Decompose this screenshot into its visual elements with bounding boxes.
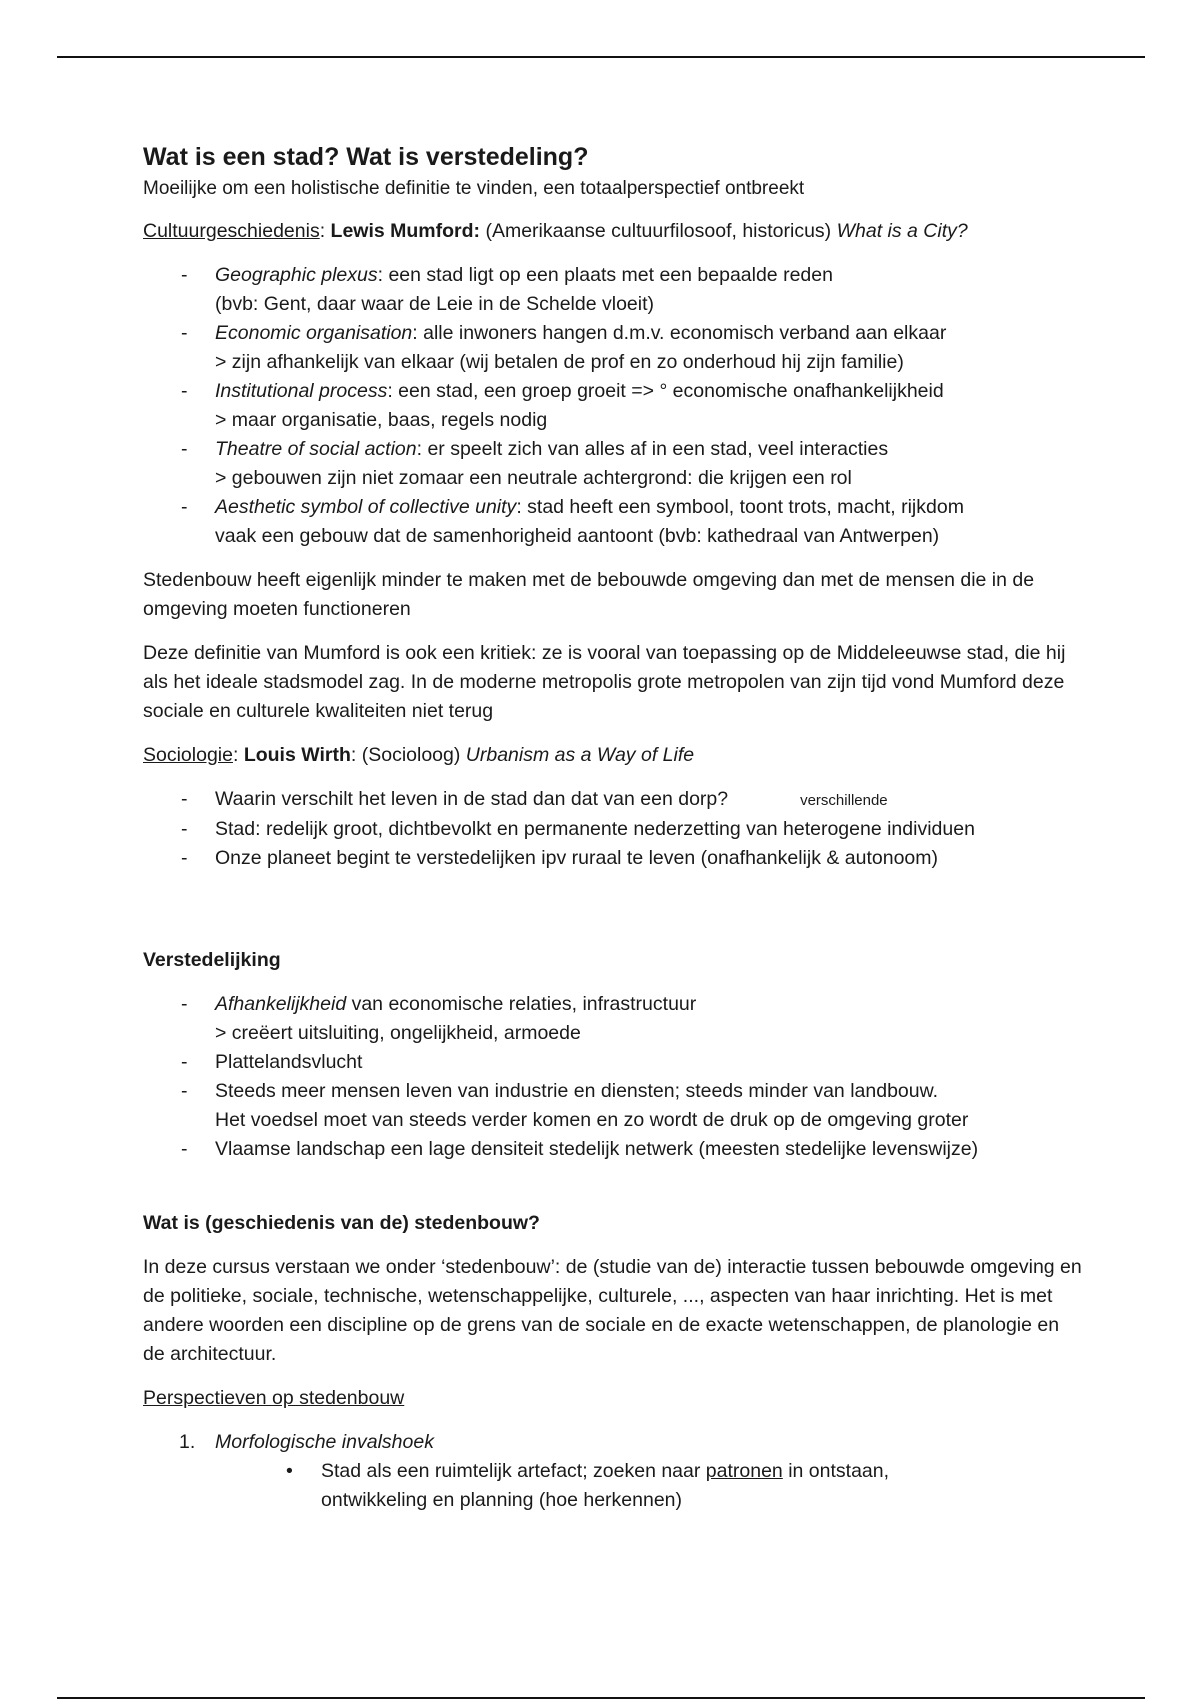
item-text: Onze planeet begint te verstedelijken ipv ruraal te leven (onafhankelijk & autonoom) (215, 847, 939, 869)
item-continuation: > zijn afhankelijk van elkaar (wij betalen de prof en zo onderhoud hij zijn familie) (215, 351, 904, 373)
list-item (143, 785, 1083, 815)
item-text: Waarin verschilt het leven in de stad dan dat van een dorp? (215, 788, 729, 810)
mumford-field: Cultuurgeschiedenis (143, 220, 320, 242)
item-text: : stad heeft een symbool, toont trots, macht, rijkdom (516, 496, 964, 518)
wirth-work: Urbanism as a Way of Life (465, 744, 695, 766)
numbered-item (143, 1428, 1083, 1457)
bullet-item (143, 1457, 1083, 1515)
list-item (143, 844, 1083, 873)
item-term: Aesthetic symbol of collective unity (215, 496, 517, 518)
item-text: : er speelt zich van alles af in een stad, veel interacties (416, 438, 889, 460)
item-continuation: > creëert uitsluiting, ongelijkheid, armoede (215, 1022, 581, 1044)
list-item (143, 815, 1083, 844)
dash-marker: - (181, 847, 188, 869)
dash-marker: - (181, 1138, 188, 1160)
mumford-work: What is a City? (836, 220, 968, 242)
item-text: Morfologische invalshoek (215, 1431, 434, 1453)
footer-rule (57, 1697, 1145, 1699)
item-text: Steeds meer mensen leven van industrie en diensten; steeds minder van landbouw. (215, 1080, 939, 1102)
list-item (143, 377, 1083, 435)
item-text: : een stad, een groep groeit => ° economische onafhankelijkheid (387, 380, 944, 402)
wirth-name: Louis Wirth (243, 744, 351, 766)
page-title: Wat is een stad? Wat is verstedeling? (143, 143, 589, 171)
spacer (143, 888, 1083, 946)
mumford-list (143, 261, 1083, 551)
header-rule (57, 56, 1145, 58)
item-text: Stad: redelijk groot, dichtbevolkt en permanente nederzetting van heterogene individuen (215, 818, 975, 840)
subtitle: Moeilijke om een holistische definitie te vinden, een totaalperspectief ontbreekt (143, 178, 805, 199)
dash-marker: - (181, 1080, 188, 1102)
spacer (143, 1179, 1083, 1209)
item-continuation: ontwikkeling en planning (hoe herkennen) (321, 1489, 682, 1511)
wirth-list (143, 785, 1083, 873)
dash-marker: - (181, 438, 188, 460)
dash-marker: - (181, 380, 188, 402)
mumford-heading (143, 217, 1083, 246)
list-item (143, 435, 1083, 493)
item-continuation: Het voedsel moet van steeds verder komen en zo wordt de druk op de omgeving groter (215, 1109, 969, 1131)
sub-bullet-list (143, 1457, 1083, 1515)
document-page (143, 140, 1083, 1515)
paragraph: In deze cursus verstaan we onder ‘stedenbouw’: de (studie van de) interactie tussen bebouwde omgeving en de politieke, sociale, technische, wetenschappelijke, culturele, ..., aspecten van haar inrichting. Het is met andere woorden een discipline op de grens van de sociale en de exacte wetenschappen, de planologie en de architectuur. (143, 1256, 1082, 1365)
list-item (143, 1135, 1083, 1164)
item-text: : alle inwoners hangen d.m.v. economisch verband aan elkaar (412, 322, 947, 344)
verstedelijking-list (143, 990, 1083, 1164)
paragraph: Stedenbouw heeft eigenlijk minder te maken met de bebouwde omgeving dan met de mensen die in de omgeving moeten functioneren (143, 569, 1035, 620)
list-item (143, 319, 1083, 377)
wirth-field: Sociologie (143, 744, 233, 766)
item-continuation: > maar organisatie, baas, regels nodig (215, 409, 548, 431)
mumford-colon: : (319, 220, 326, 242)
dash-marker: - (181, 322, 188, 344)
perspectives-label: Perspectieven op stedenbouw (143, 1387, 405, 1409)
item-term: Institutional process (215, 380, 388, 402)
dash-marker: - (181, 788, 188, 810)
wirth-colon: : (232, 744, 239, 766)
list-item (143, 261, 1083, 319)
item-text: Vlaamse landschap een lage densiteit stedelijk netwerk (meesten stedelijke levenswijze) (215, 1138, 979, 1160)
wirth-desc: : (Socioloog) (350, 744, 466, 766)
item-term: Afhankelijkheid (215, 993, 347, 1015)
list-item (143, 1048, 1083, 1077)
item-text: Stad als een ruimtelijk artefact; zoeken naar (321, 1460, 706, 1482)
item-text: Plattelandsvlucht (215, 1051, 363, 1073)
item-text: in ontstaan, (782, 1460, 890, 1482)
dash-marker: - (181, 1051, 188, 1073)
item-continuation: (bvb: Gent, daar waar de Leie in de Schelde vloeit) (215, 293, 655, 315)
list-item (143, 493, 1083, 551)
list-item (143, 990, 1083, 1048)
underlined-term: patronen (705, 1460, 783, 1482)
perspectives-list (143, 1428, 1083, 1457)
section-heading: Wat is (geschiedenis van de) stedenbouw? (143, 1212, 540, 1234)
dash-marker: - (181, 818, 188, 840)
wirth-heading (143, 741, 1083, 770)
dash-marker: - (181, 496, 188, 518)
section-heading: Verstedelijking (143, 949, 281, 971)
item-term: Geographic plexus (215, 264, 378, 286)
mumford-name: Lewis Mumford: (330, 220, 481, 242)
dash-marker: - (181, 264, 188, 286)
list-item (143, 1077, 1083, 1135)
mumford-desc: (Amerikaanse cultuurfilosoof, historicus) (480, 220, 837, 242)
item-text: : een stad ligt op een plaats met een bepaalde reden (377, 264, 833, 286)
item-continuation: > gebouwen zijn niet zomaar een neutrale achtergrond: die krijgen een rol (215, 467, 852, 489)
bullet-marker: • (286, 1460, 293, 1482)
item-term: Theatre of social action (215, 438, 417, 460)
dash-marker: - (181, 993, 188, 1015)
item-continuation: vaak een gebouw dat de samenhorigheid aantoont (bvb: kathedraal van Antwerpen) (215, 525, 940, 547)
number-marker: 1. (179, 1431, 196, 1453)
item-text: van economische relaties, infrastructuur (346, 993, 697, 1015)
handwritten-note: verschillende (800, 792, 888, 809)
item-term: Economic organisation (215, 322, 413, 344)
paragraph: Deze definitie van Mumford is ook een kritiek: ze is vooral van toepassing op de Middeleeuwse stad, die hij als het ideale stadsmodel zag. In de moderne metropolis grote metropolen van zijn tijd vond Mumford deze sociale en culturele kwaliteiten niet terug (143, 642, 1066, 722)
